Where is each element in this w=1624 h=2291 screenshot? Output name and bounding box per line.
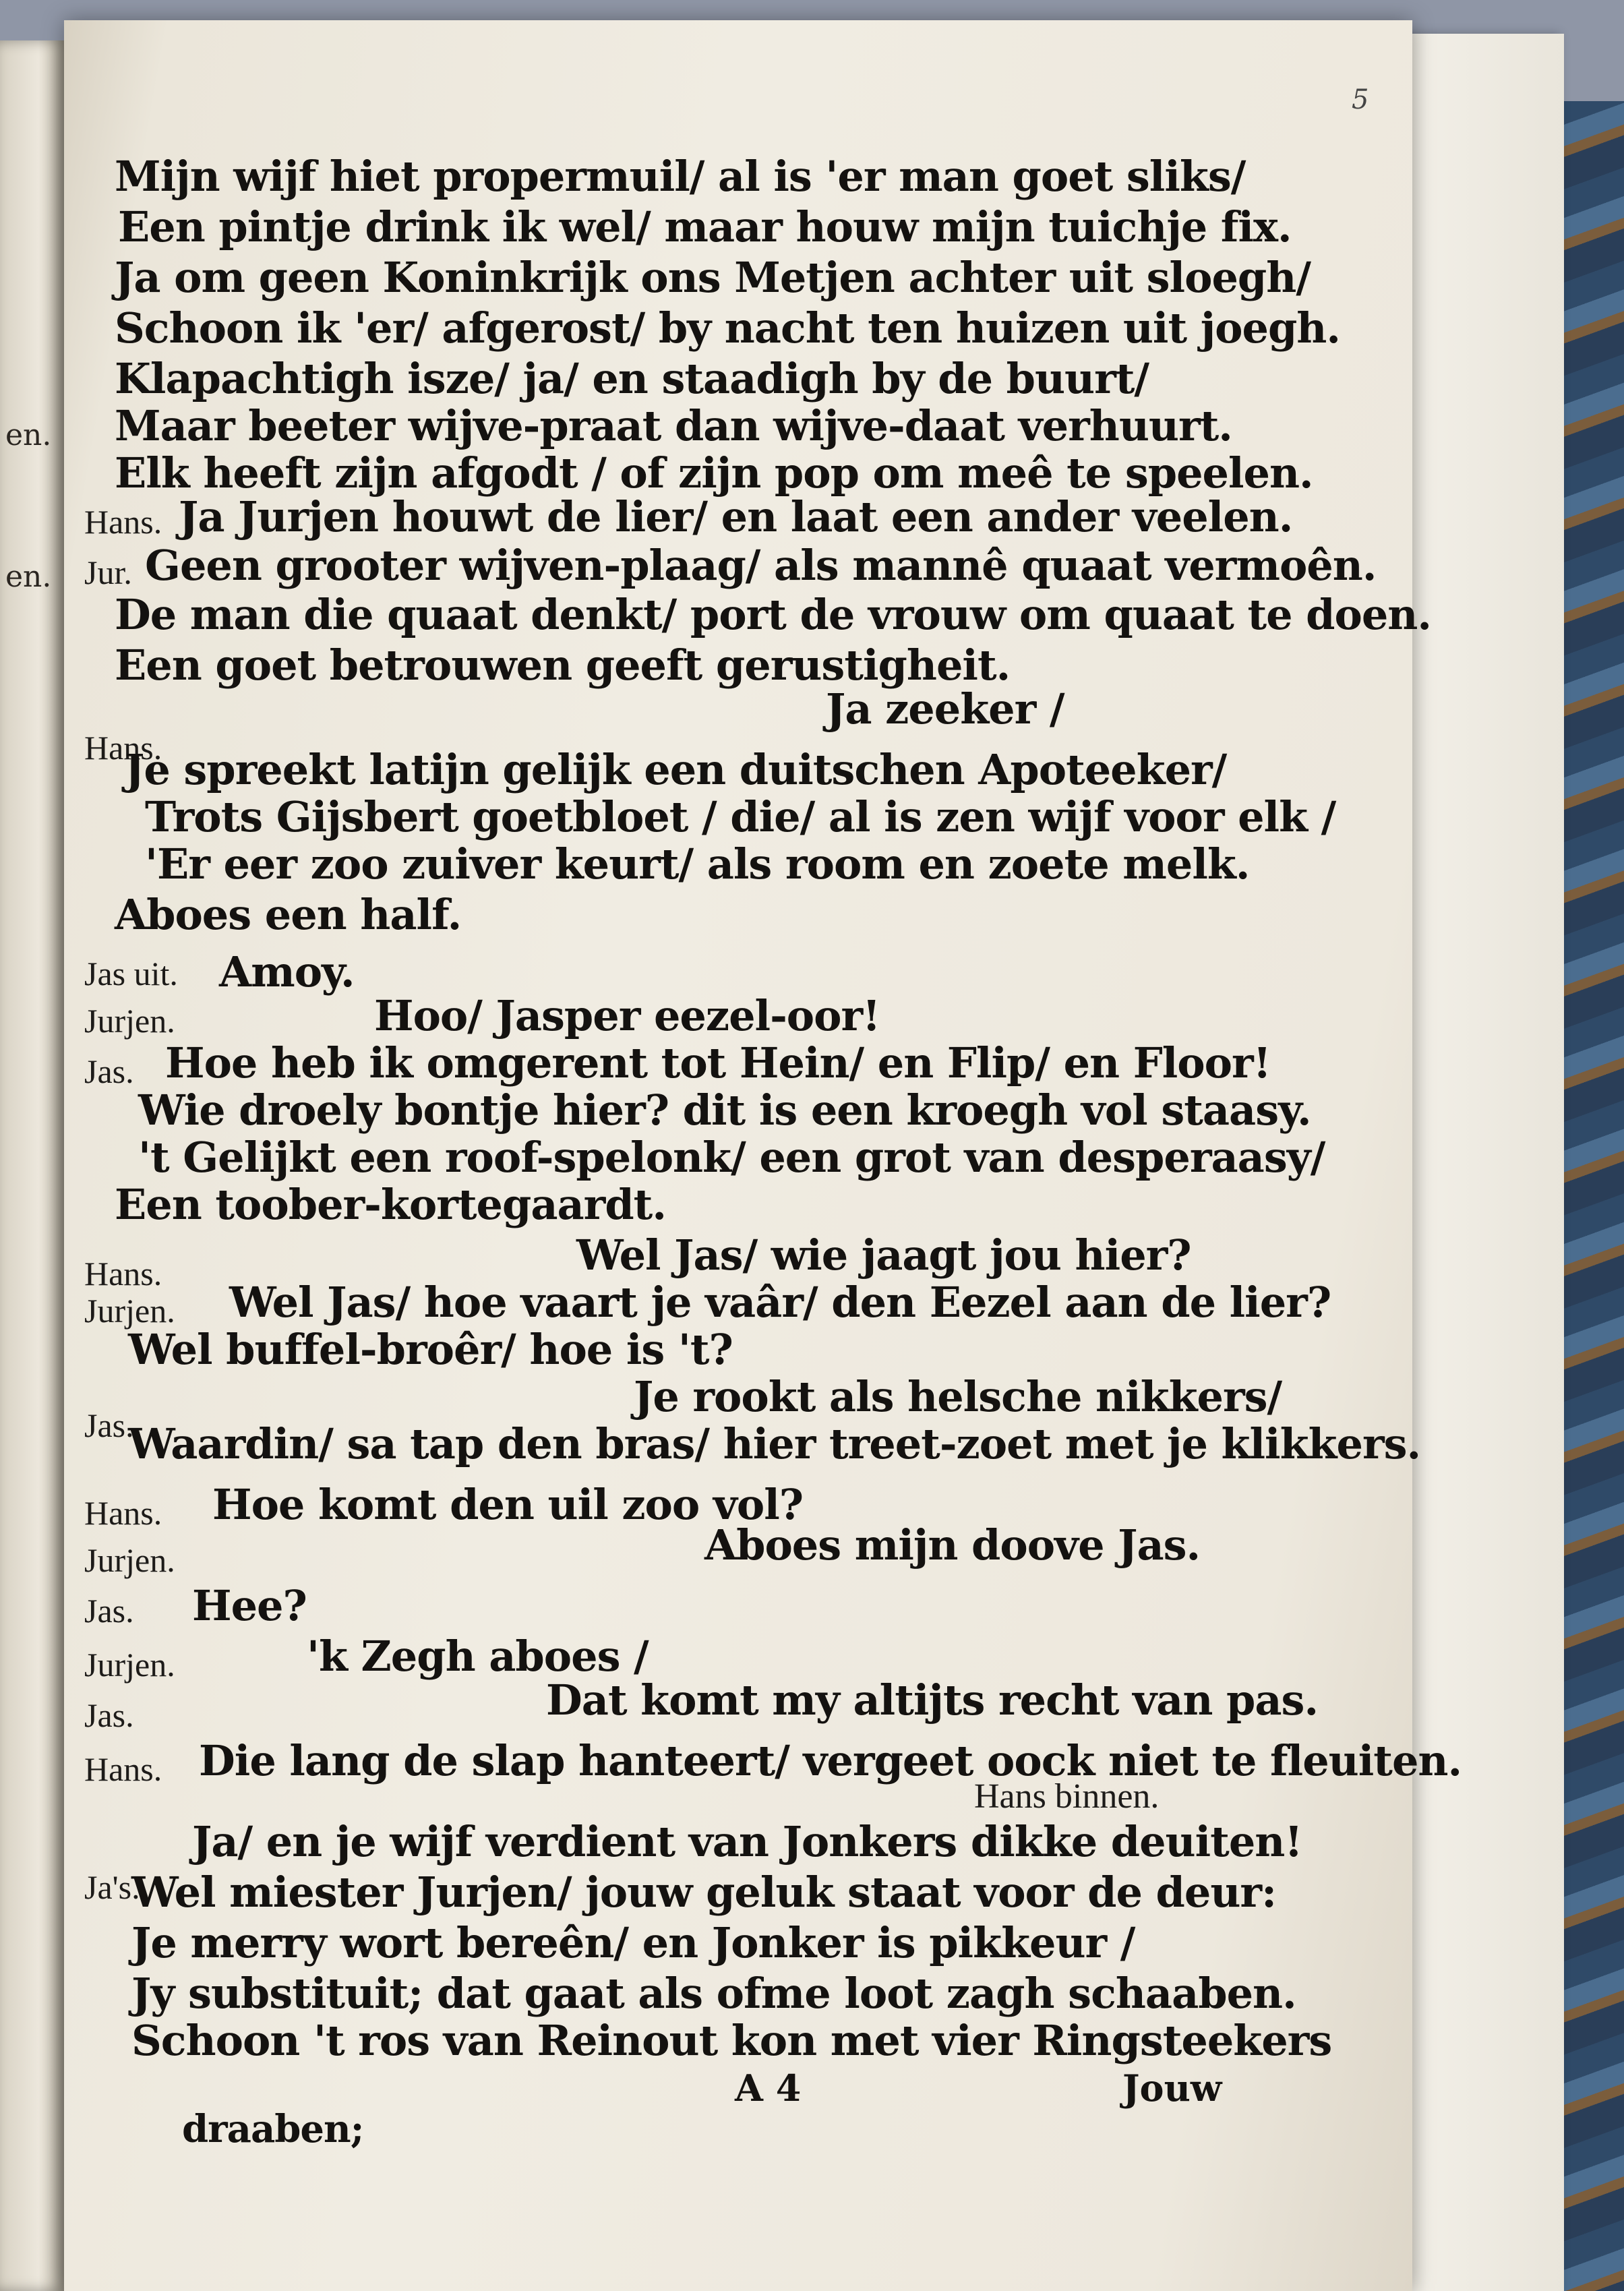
verse-line: Maar beeter wijve-praat dan wijve-daat verhuurt. [115, 401, 1232, 450]
verse-line: Ja/ en je wijf verdient van Jonkers dikke deuiten! [192, 1817, 1302, 1866]
verse-line: Klapachtigh isze/ ja/ en staadigh by de buurt/ [115, 354, 1149, 403]
verse-line: Dat komt my altijts recht van pas. [546, 1675, 1319, 1725]
verse-line: 'Er eer zoo zuiver keurt/ als room en zoete melk. [145, 839, 1250, 889]
verse-line: Mijn wijf hiet propermuil/ al is 'er man goet sliks/ [115, 152, 1246, 201]
verse-line: Jy substituit; dat gaat als ofme loot zagh schaaben. [131, 1969, 1296, 2018]
verse-line: Wel Jas/ hoe vaart je vaâr/ den Eezel aan de lier? [229, 1278, 1331, 1327]
verse-line: Hoe heb ik omgerent tot Hein/ en Flip/ en Floor! [165, 1038, 1271, 1088]
speaker-label: Jurjen. [84, 1002, 175, 1040]
speaker-label: Hans. [84, 1255, 162, 1292]
verse-line: 't Gelijkt een roof-spelonk/ een grot van desperaasy/ [138, 1133, 1325, 1182]
verse-line: Elk heeft zijn afgodt / of zijn pop om meê te speelen. [115, 448, 1313, 498]
speaker-label: Jur. [84, 554, 132, 591]
speaker-label: Hans. [84, 1494, 162, 1532]
stage-direction: Hans binnen. [974, 1777, 1160, 1816]
verse-line: Die lang de slap hanteert/ vergeet oock niet te fleuiten. [199, 1736, 1462, 1785]
catchword: Jouw [1122, 2066, 1222, 2110]
verse-line: Hoo/ Jasper eezel-oor! [374, 991, 880, 1040]
verse-line: Schoon 't ros van Reinout kon met vier Ringsteekers [131, 2016, 1332, 2065]
verse-line: Ja Jurjen houwt de lier/ en laat een ander veelen. [179, 492, 1293, 541]
verse-line: draaben; [182, 2107, 364, 2151]
speaker-label: Ja's. [84, 1868, 140, 1906]
speaker-label: Jas. [84, 1696, 134, 1734]
verse-line: Een pintje drink ik wel/ maar houw mijn tuichje fix. [118, 202, 1292, 251]
verse-line: Een toober-kortegaardt. [115, 1180, 666, 1229]
verse-line: Aboes mijn doove Jas. [704, 1520, 1201, 1570]
verse-line: Geen grooter wijven-plaag/ als mannê quaat vermoên. [145, 541, 1377, 590]
verse-line: Hee? [192, 1581, 307, 1630]
verse-line: Je merry wort bereên/ en Jonker is pikkeur / [131, 1918, 1135, 1967]
speaker-label: Jas. [84, 1406, 134, 1444]
speaker-label: Hans. [84, 729, 162, 767]
left-page-fragment: en. [5, 560, 52, 594]
verse-line: 'k Zegh aboes / [307, 1632, 649, 1681]
verse-line: Aboes een half. [115, 890, 462, 939]
verse-line: Waardin/ sa tap den bras/ hier treet-zoet met je klikkers. [128, 1419, 1421, 1468]
speaker-label: Jurjen. [84, 1541, 175, 1579]
verse-line: Amoy. [219, 947, 355, 996]
verse-line: Je spreekt latijn gelijk een duitschen Apoteeker/ [125, 745, 1227, 794]
verse-line: Wel Jas/ wie jaagt jou hier? [576, 1230, 1191, 1280]
verse-line: Je rookt als helsche nikkers/ [634, 1372, 1282, 1421]
book-page [64, 20, 1462, 2291]
speaker-label: Jas uit. [84, 955, 178, 992]
left-page-edge [0, 40, 64, 2291]
speaker-label: Jurjen. [84, 1646, 175, 1684]
speaker-label: Jas. [84, 1052, 134, 1090]
verse-line: Wel buffel-broêr/ hoe is 't? [128, 1325, 733, 1374]
verse-line: De man die quaat denkt/ port de vrouw om quaat te doen. [115, 590, 1431, 639]
speaker-label: Jurjen. [84, 1292, 175, 1330]
left-page-fragment: en. [5, 418, 52, 452]
verse-line: Schoon ik 'er/ afgerost/ by nacht ten huizen uit joegh. [115, 303, 1340, 353]
verse-line: Ja om geen Koninkrijk ons Metjen achter uit sloegh/ [115, 253, 1311, 302]
verse-line: Trots Gijsbert goetbloet / die/ al is zen wijf voor elk / [145, 792, 1336, 841]
verse-line: Ja zeeker / [826, 684, 1064, 734]
signature-mark: A 4 [735, 2066, 802, 2110]
speaker-label: Hans. [84, 503, 162, 541]
page-number: 5 [1352, 84, 1369, 115]
speaker-label: Jas. [84, 1592, 134, 1630]
speaker-label: Hans. [84, 1750, 162, 1788]
verse-line: Wel miester Jurjen/ jouw geluk staat voor de deur: [131, 1868, 1276, 1917]
verse-line: Hoe komt den uil zoo vol? [212, 1480, 804, 1529]
verse-line: Een goet betrouwen geeft gerustigheit. [115, 641, 1011, 690]
verse-line: Wie droely bontje hier? dit is een kroegh vol staasy. [138, 1085, 1311, 1135]
